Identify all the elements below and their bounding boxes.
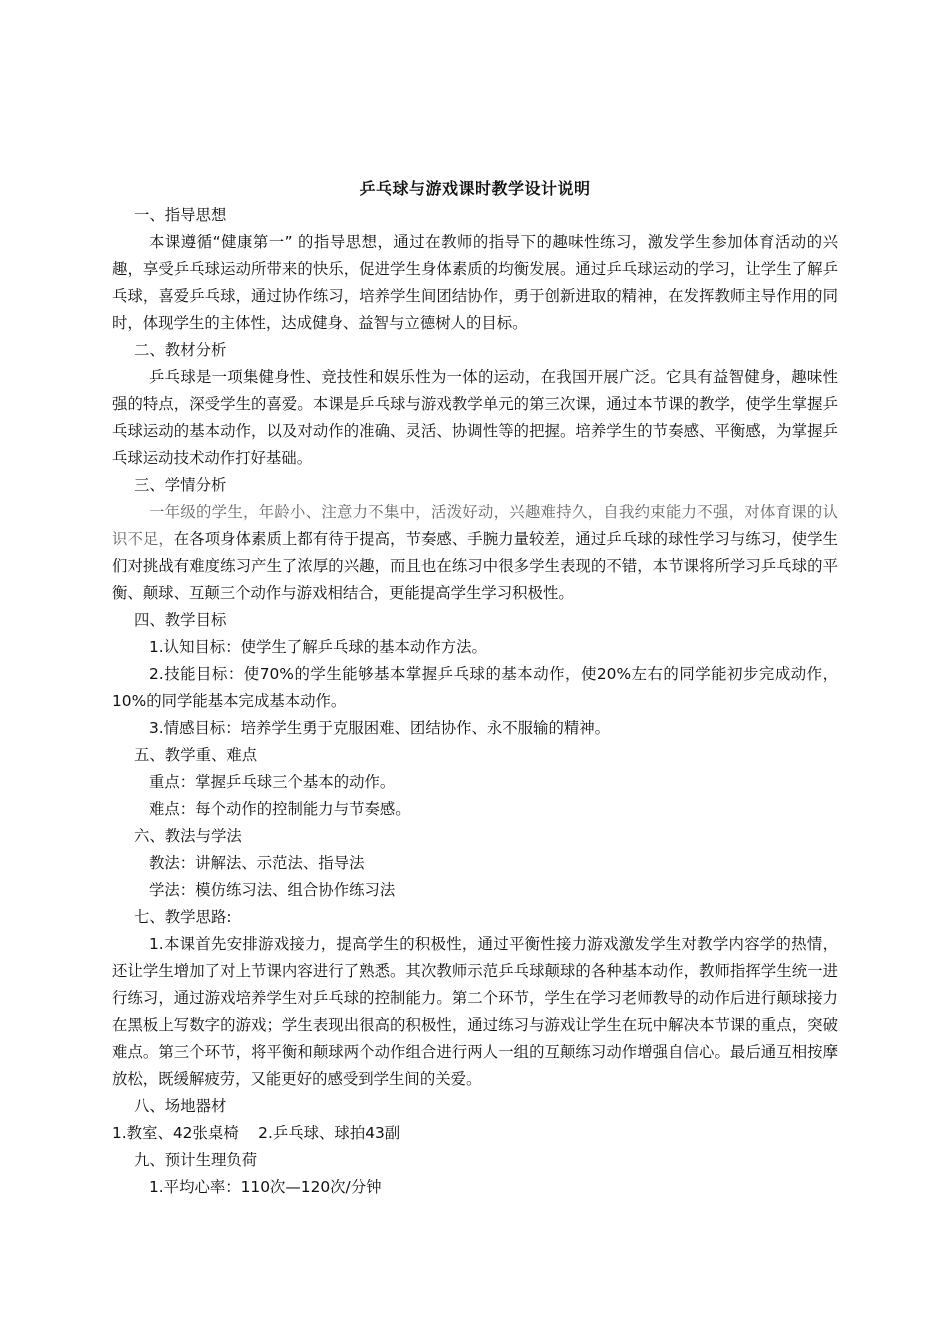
section-heading: 二、教材分析	[134, 341, 227, 359]
section-heading: 五、教学重、难点	[134, 746, 258, 764]
method-item: 教法：讲解法、示范法、指导法	[149, 854, 365, 872]
section-heading: 三、学情分析	[134, 476, 227, 494]
paragraph: 乒乓球是一项集健身性、竞技性和娱乐性为一体的运动，在我国开展广泛。它具有益智健身，趣味性强的特点，深受学生的喜爱。本课是乒乓球与游戏教学单元的第三次课，通过本节课的教学，使学生掌握乒乓球运动的基本动作，以及对动作的准确、灵活、协调性等的把握。培养学生的节奏感、平衡感，为掌握乒乓球运动技术动作打好基础。	[112, 368, 838, 467]
paragraph-rest: 在各项身体素质上都有待于提高，节奏感、手腕力量较差，通过乒乓球的球性学习与练习，使学生们对挑战有难度练习产生了浓厚的兴趣，而且也在练习中很多学生表现的不错，本节课将所学习乒乓球的平衡、颠球、互颠三个动作与游戏相结合，更能提高学生学习积极性。	[112, 530, 838, 602]
section-heading: 九、预计生理负荷	[134, 1151, 258, 1169]
section-heading: 六、教法与学法	[134, 827, 242, 845]
objective-item: 1.认知目标：使学生了解乒乓球的基本动作方法。	[149, 638, 487, 656]
section-heading: 一、指导思想	[134, 206, 227, 224]
paragraph: 1.本课首先安排游戏接力，提高学生的积极性，通过平衡性接力游戏激发学生对教学内容学的热情，还让学生增加了对上节课内容进行了熟悉。其次教师示范乒乓球颠球的各种基本动作，教师指挥学生统一进行练习，通过游戏培养学生对乒乓球的控制能力。第二个环节，学生在学习老师教导的动作后进行颠球接力在黑板上写数字的游戏；学生表现出很高的积极性，通过练习与游戏让学生在玩中解决本节课的重点，突破难点。第三个环节，将平衡和颠球两个动作组合进行两人一组的互颠练习动作增强自信心。最后通互相按摩放松，既缓解疲劳，又能更好的感受到学生间的关爱。	[112, 935, 838, 1088]
objective-item: 3.情感目标：培养学生勇于克服困难、团结协作、永不服输的精神。	[149, 719, 611, 737]
heart-rate-line: 1.平均心率：110次—120次/分钟	[149, 1178, 382, 1196]
section-heading: 八、场地器材	[134, 1097, 227, 1115]
document-body	[112, 202, 838, 1201]
paragraph-lead: 一年级的学生，年龄小、注意力不集中，活泼好动，兴趣难持久，自我约束能力不强，对体育课的认识不足，	[112, 503, 838, 548]
document-title: 乒乓球与游戏课时教学设计说明	[359, 179, 591, 198]
section-heading: 四、教学目标	[134, 611, 227, 629]
method-item: 学法：模仿练习法、组合协作练习法	[149, 881, 396, 899]
difficulty-item: 难点：每个动作的控制能力与节奏感。	[149, 800, 411, 818]
objective-item: 2.技能目标：使70%的学生能够基本掌握乒乓球的基本动作，使20%左右的同学能初步完成动作，10%的同学能基本完成基本动作。	[112, 665, 838, 710]
paragraph	[112, 499, 838, 607]
key-point-item: 重点：掌握乒乓球三个基本的动作。	[149, 773, 396, 791]
section-heading: 七、教学思路:	[134, 908, 232, 926]
equipment-line: 1.教室、42张桌椅 2.乒乓球、球拍43副	[112, 1124, 401, 1142]
paragraph: 本课遵循“健康第一” 的指导思想，通过在教师的指导下的趣味性练习，激发学生参加体育活动的兴趣，享受乒乓球运动所带来的快乐，促进学生身体素质的均衡发展。通过乒乓球运动的学习，让学生了解乒乓球，喜爱乒乓球，通过协作练习，培养学生间团结协作，勇于创新进取的精神，在发挥教师主导作用的同时，体现学生的主体性，达成健身、益智与立德树人的目标。	[112, 233, 838, 332]
